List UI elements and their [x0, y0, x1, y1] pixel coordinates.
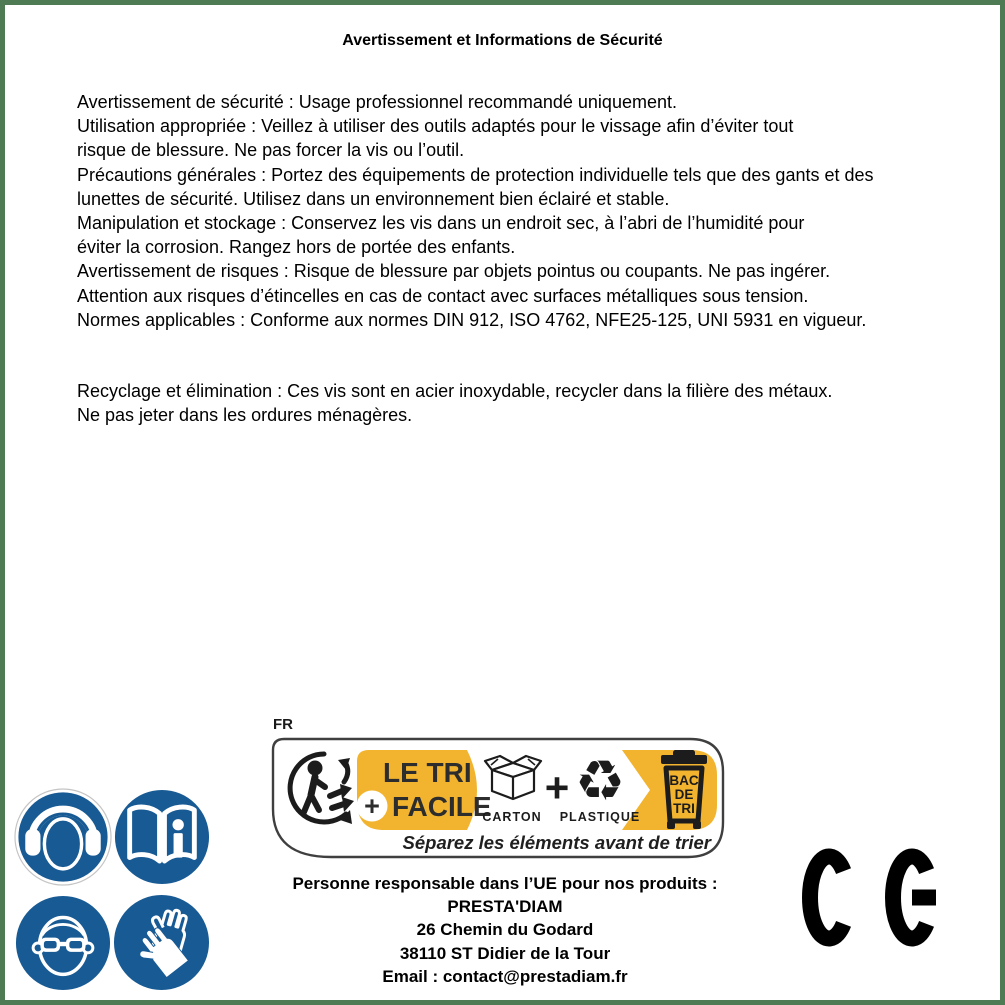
company-name: PRESTA'DIAM [447, 897, 563, 917]
country-code-label: FR [273, 716, 293, 733]
recycling-arrows-icon: ♻ [574, 749, 626, 814]
ear-protection-icon [14, 788, 112, 886]
warning-line: Avertissement de risques : Risque de blessure par objets pointus ou coupants. Ne pas ingérer. [77, 261, 831, 282]
company-address-line: 26 Chemin du Godard [416, 920, 594, 940]
headline-plus: + [364, 791, 380, 821]
warning-line: Utilisation appropriée : Veillez à utiliser des outils adaptés pour le vissage afin d’éviter tout [77, 116, 794, 137]
responsible-line: Personne responsable dans l’UE pour nos produits : [292, 874, 718, 893]
ce-mark [802, 847, 944, 948]
tri-facile-label [271, 737, 725, 859]
bin-text-line: DE [674, 787, 694, 802]
read-manual-icon [113, 788, 211, 886]
cardboard-box-icon [485, 756, 541, 799]
materials-plus: + [544, 764, 570, 811]
eye-protection-icon [14, 894, 112, 992]
bin-text-line: BAC [669, 773, 699, 788]
ce-mark-label [5, 5, 6, 6]
warning-line: Manipulation et stockage : Conservez les vis dans un endroit sec, à l’abri de l’humidité pour [77, 213, 805, 234]
bin-text-line: TRI [673, 801, 695, 816]
page-title: Avertissement et Informations de Sécurité [342, 32, 663, 49]
company-address-line: 38110 ST Didier de la Tour [399, 943, 611, 963]
recycling-line: Ne pas jeter dans les ordures ménagères. [77, 405, 413, 426]
warning-line: Précautions générales : Portez des équipements de protection individuelle tels que des gants et des [77, 164, 874, 185]
hand-protection-icon [112, 893, 211, 992]
headline-facile: FACILE [392, 791, 492, 822]
warning-line: éviter la corrosion. Rangez hors de portée des enfants. [77, 237, 516, 258]
warning-line: risque de blessure. Ne pas forcer la vis ou l’outil. [77, 140, 465, 161]
material-label-carton: CARTON [482, 810, 542, 824]
material-label-plastique: PLASTIQUE [559, 810, 641, 824]
warning-line: lunettes de sécurité. Utilisez dans un environnement bien éclairé et stable. [77, 188, 670, 209]
company-email: Email : contact@prestadiam.fr [382, 966, 628, 986]
responsible-person-block [258, 872, 752, 988]
sorting-note: Séparez les éléments avant de trier [402, 832, 711, 853]
recycling-text [77, 379, 972, 427]
warning-line: Attention aux risques d’étincelles en cas de contact avec surfaces métalliques sous tension. [77, 285, 809, 306]
safety-warnings-text [77, 90, 972, 332]
warning-line: Avertissement de sécurité : Usage professionnel recommandé uniquement. [77, 92, 677, 112]
headline-le-tri: LE TRI [383, 757, 472, 788]
warning-line: Normes applicables : Conforme aux normes DIN 912, ISO 4762, NFE25-125, UNI 5931 en vigueur. [77, 309, 867, 330]
recycling-line: Recyclage et élimination : Ces vis sont en acier inoxydable, recycler dans la filière des métaux. [77, 381, 833, 401]
